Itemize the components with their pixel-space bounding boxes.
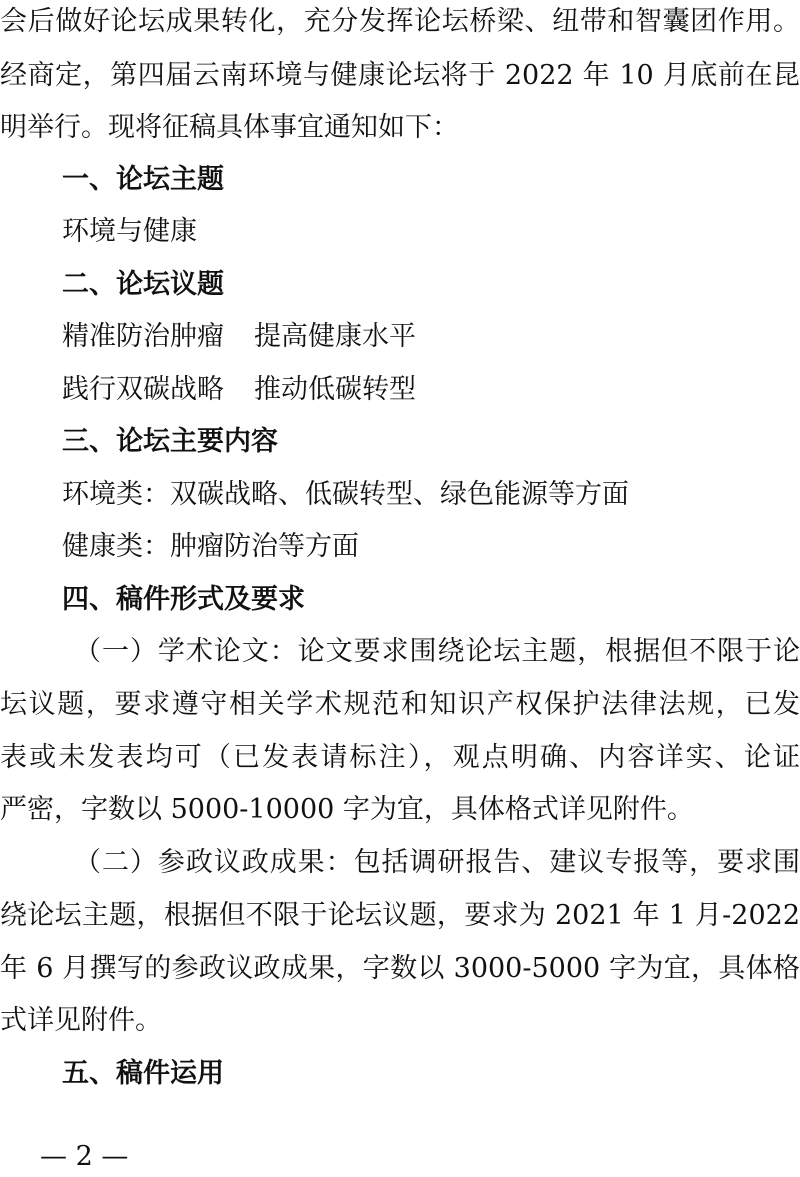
topic-1a: 精准防治肿瘤 [62, 321, 224, 352]
paragraph-academic-line-2: 坛议题，要求遵守相关学术规范和知识产权保护法律法规，已发 [0, 689, 800, 720]
topic-2b: 推动低碳转型 [254, 374, 416, 405]
paragraph-policy-line-2: 绕论坛主题，根据但不限于论坛议题，要求为 2021 年 1 月-2022 [0, 900, 800, 931]
section-heading-topics: 二、论坛议题 [62, 269, 224, 300]
topic-2a: 践行双碳战略 [62, 374, 224, 405]
intro-line-3: 明举行。现将征稿具体事宜通知如下： [0, 112, 459, 143]
paragraph-policy-line-3: 年 6 月撰写的参政议政成果，字数以 3000-5000 字为宜，具体格 [0, 953, 800, 984]
content-health: 健康类：肿瘤防治等方面 [62, 531, 359, 562]
intro-line-2: 经商定，第四届云南环境与健康论坛将于 2022 年 10 月底前在昆 [0, 60, 800, 91]
section-heading-content: 三、论坛主要内容 [62, 426, 278, 457]
paragraph-academic-line-4: 严密，字数以 5000-10000 字为宜，具体格式详见附件。 [0, 794, 694, 825]
section-heading-requirements: 四、稿件形式及要求 [62, 584, 305, 615]
topic-1b: 提高健康水平 [254, 321, 416, 352]
page-number: — 2 — [40, 1141, 129, 1172]
paragraph-policy-line-4: 式详见附件。 [0, 1005, 162, 1036]
paragraph-academic-line-3: 表或未发表均可（已发表请标注），观点明确、内容详实、论证 [0, 742, 800, 773]
theme-text: 环境与健康 [62, 216, 197, 247]
paragraph-academic-line-1: （一）学术论文：论文要求围绕论坛主题，根据但不限于论 [74, 636, 800, 667]
section-heading-usage: 五、稿件运用 [62, 1058, 224, 1089]
content-environment: 环境类：双碳战略、低碳转型、绿色能源等方面 [62, 479, 629, 510]
topic-line-2 [0, 370, 800, 410]
topic-line-1 [0, 317, 800, 357]
intro-line-1: 会后做好论坛成果转化，充分发挥论坛桥梁、纽带和智囊团作用。 [0, 6, 800, 37]
paragraph-policy-line-1: （二）参政议政成果：包括调研报告、建议专报等，要求围 [74, 847, 800, 878]
section-heading-theme: 一、论坛主题 [62, 164, 224, 195]
